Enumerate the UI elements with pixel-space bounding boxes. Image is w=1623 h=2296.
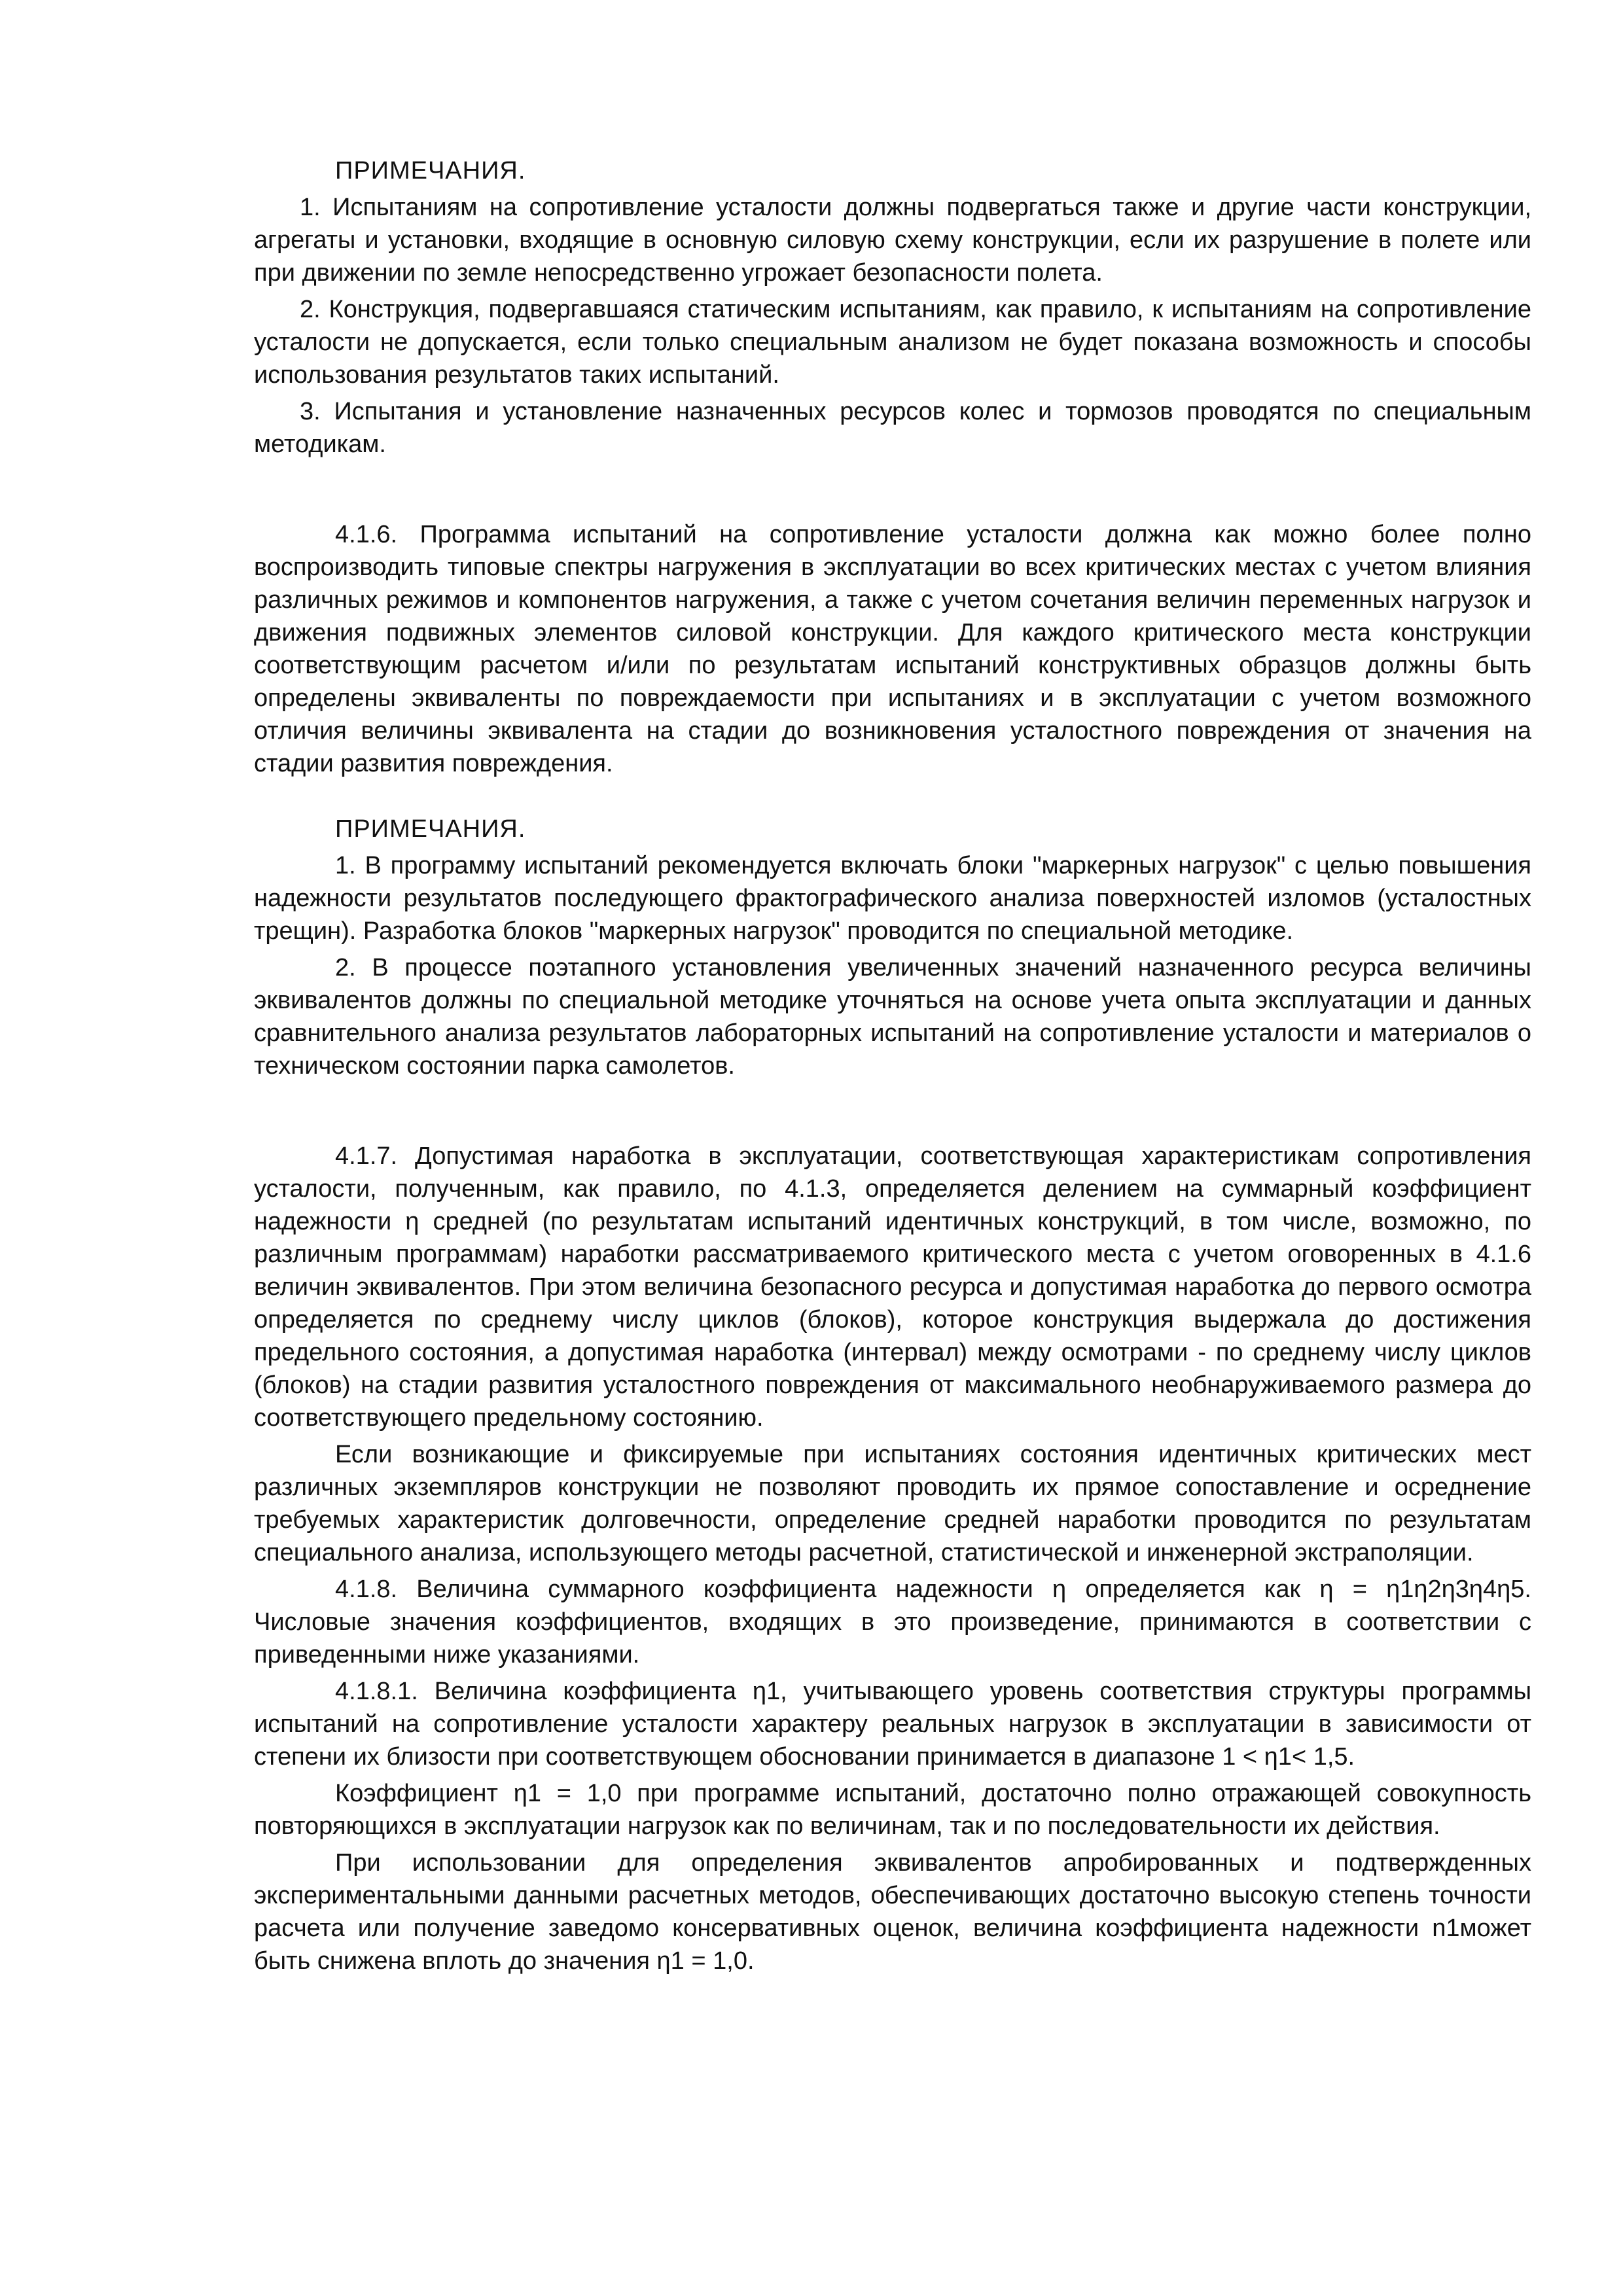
notes-heading: ПРИМЕЧАНИЯ.: [335, 815, 526, 843]
document-page: [254, 154, 1531, 1977]
notes-heading: ПРИМЕЧАНИЯ.: [335, 157, 526, 185]
note-item: 1. В программу испытаний рекомендуется включать блоки "маркерных нагрузок" с целью повышения надежности результатов последующего фрактографического анализа поверхностей изломов (усталостных трещин). Разработка блоков "маркерных нагрузок" проводится по специальной методике.: [254, 852, 1531, 945]
section-4-1-7: 4.1.7. Допустимая наработка в эксплуатации, соответствующая характеристикам сопротивления усталости, полученным, как правило, по 4.1.3, определяется делением на суммарный коэффициент надежности η средней (по результатам испытаний идентичных конструкций, в том числе, возможно, по различным программам) наработки рассматриваемого критического места с учетом оговоренных в 4.1.6 величин эквивалентов. При этом величина безопасного ресурса и допустимая наработка до первого осмотра определяется по среднему числу циклов (блоков), которое конструкция выдержала до достижения предельного состояния, а допустимая наработка (интервал) между осмотрами - по среднему числу циклов (блоков) на стадии развития усталостного повреждения от максимального необнаруживаемого размера до соответствующего предельному состоянию.: [254, 1142, 1531, 1432]
note-item: 2. В процессе поэтапного установления увеличенных значений назначенного ресурса величины эквивалентов должны по специальной методике уточняться на основе учета опыта эксплуатации и данных сравнительного анализа результатов лабораторных испытаний на сопротивление усталости и материалов о техническом состоянии парка самолетов.: [254, 954, 1531, 1080]
paragraph: Если возникающие и фиксируемые при испытаниях состояния идентичных критических мест различных экземпляров конструкции не позволяют проводить их прямое сопоставление и осреднение требуемых характеристик долговечности, определение средней наработки проводится по результатам специального анализа, использующего методы расчетной, статистической и инженерной экстраполяции.: [254, 1441, 1531, 1566]
section-4-1-6: 4.1.6. Программа испытаний на сопротивление усталости должна как можно более полно воспроизводить типовые спектры нагружения в эксплуатации во всех критических местах с учетом влияния различных режимов и компонентов нагружения, а также с учетом сочетания величин переменных нагрузок и движения подвижных элементов силовой конструкции. Для каждого критического места конструкции соответствующим расчетом и/или по результатам испытаний конструктивных образцов должны быть определены эквиваленты по повреждаемости при испытаниях и в эксплуатации с учетом возможного отличия величины эквивалента на стадии до возникновения усталостного повреждения от значения на стадии развития повреждения.: [254, 521, 1531, 777]
note-item: 1. Испытаниям на сопротивление усталости должны подвергаться также и другие части конструкции, агрегаты и установки, входящие в основную силовую схему конструкции, если их разрушение в полете или при движении по земле непосредственно угрожает безопасности полета.: [254, 194, 1531, 287]
paragraph: Коэффициент η1 = 1,0 при программе испытаний, достаточно полно отражающей совокупность повторяющихся в эксплуатации нагрузок как по величинам, так и по последовательности их действия.: [254, 1780, 1531, 1840]
section-4-1-8-1: 4.1.8.1. Величина коэффициента η1, учитывающего уровень соответствия структуры программы испытаний на сопротивление усталости характеру реальных нагрузок в эксплуатации в зависимости от степени их близости при соответствующем обосновании принимается в диапазоне 1 < η1< 1,5.: [254, 1678, 1531, 1771]
section-4-1-8: 4.1.8. Величина суммарного коэффициента надежности η определяется как η = η1η2η3η4η5. Числовые значения коэффициентов, входящих в это произведение, принимаются в соответствии с приведенными ниже указаниями.: [254, 1576, 1531, 1669]
note-item: 3. Испытания и установление назначенных ресурсов колес и тормозов проводятся по специальным методикам.: [254, 398, 1531, 458]
note-item: 2. Конструкция, подвергавшаяся статическим испытаниям, как правило, к испытаниям на сопротивление усталости не допускается, если только специальным анализом не будет показана возможность и способы использования результатов таких испытаний.: [254, 296, 1531, 389]
paragraph: При использовании для определения эквивалентов апробированных и подтвержденных экспериментальными данными расчетных методов, обеспечивающих достаточно высокую степень точности расчета или получение заведомо консервативных оценок, величина коэффициента надежности n1может быть снижена вплоть до значения η1 = 1,0.: [254, 1849, 1531, 1975]
